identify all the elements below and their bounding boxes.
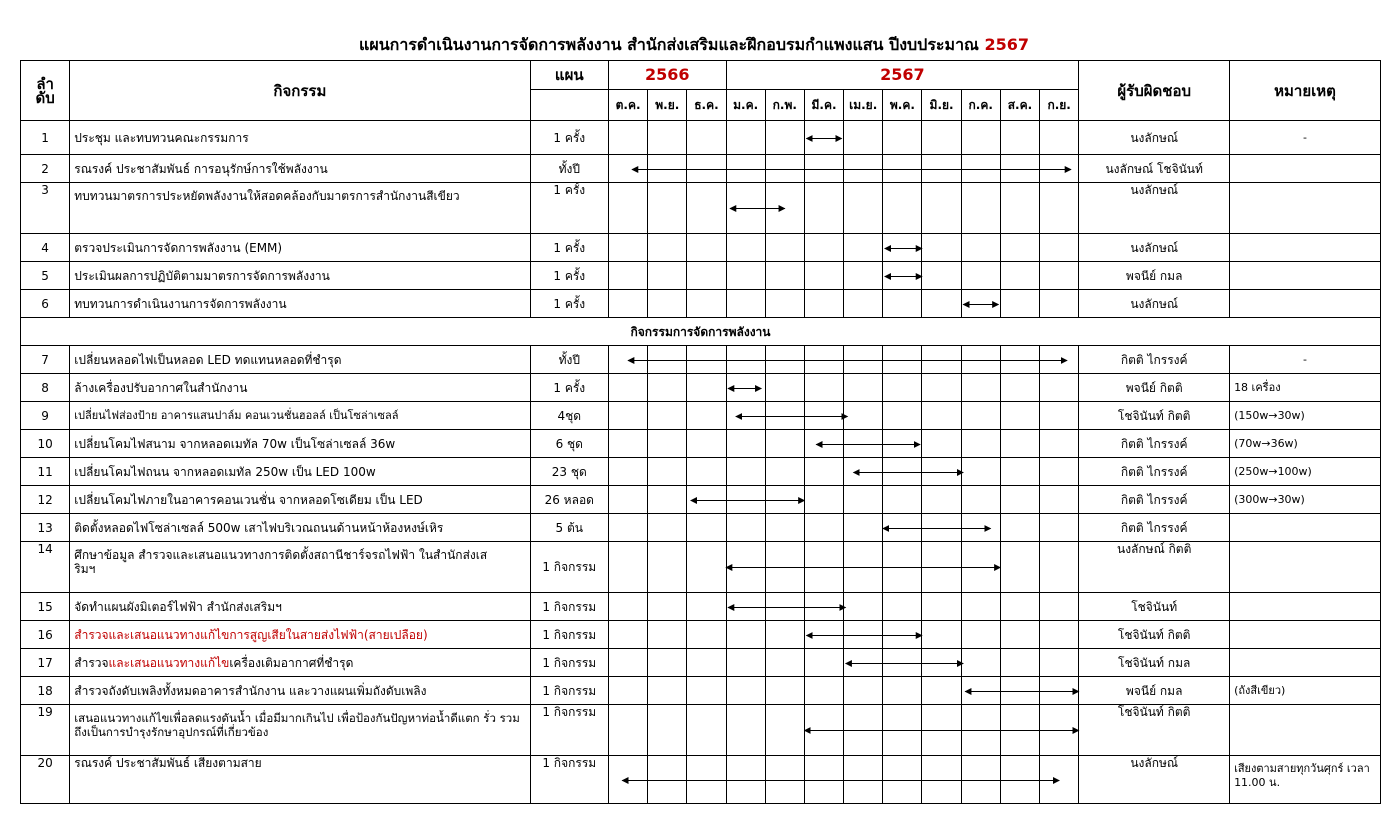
month-header: พ.ย. [648, 90, 687, 121]
row-number: 18 [21, 677, 70, 705]
header-responsible: ผู้รับผิดชอบ [1079, 61, 1230, 121]
month-header: ม.ค. [726, 90, 765, 121]
row-responsible: กิตติ ไกรรงค์ [1079, 486, 1230, 514]
table-row [21, 430, 1381, 458]
table-row [21, 649, 1381, 677]
row-number: 15 [21, 593, 70, 621]
row-plan: 26 หลอด [530, 486, 608, 514]
table-row [21, 621, 1381, 649]
row-activity: เปลี่ยนหลอดไฟเป็นหลอด LED ทดแทนหลอดที่ชำรุด [70, 346, 530, 374]
row-number: 11 [21, 458, 70, 486]
page-title: แผนการดำเนินงานการจัดการพลังงาน สำนักส่งเสริมและฝึกอบรมกำแพงแสน ปีงบประมาณ 2567 [359, 35, 1029, 54]
row-responsible: กิตติ ไกรรงค์ [1079, 458, 1230, 486]
month-header: ก.พ. [765, 90, 804, 121]
row-plan: 23 ชุด [530, 458, 608, 486]
table-row [21, 346, 1381, 374]
row-note [1230, 155, 1381, 183]
row-number: 8 [21, 374, 70, 402]
row-number: 1 [21, 121, 70, 155]
row-plan: ทั้งปี [530, 155, 608, 183]
row-activity: เปลี่ยนไฟส่องป้าย อาคารแสนปาล์ม คอนเวนชั่นฮอลล์ เป็นโซล่าเซลล์ [70, 402, 530, 430]
row-number: 9 [21, 402, 70, 430]
row-activity: สำรวจถังดับเพลิงทั้งหมดอาคารสำนักงาน และวางแผนเพิ่มถังดับเพลิง [70, 677, 530, 705]
row-number: 3 [21, 183, 70, 234]
section-row [21, 318, 1381, 346]
row-note [1230, 183, 1381, 234]
row-plan: 1 ครั้ง [530, 374, 608, 402]
row-number: 4 [21, 234, 70, 262]
header-no: ลำ ดับ [21, 61, 70, 121]
header-plan: แผน [530, 61, 608, 90]
table-row [21, 262, 1381, 290]
month-header: มิ.ย. [922, 90, 961, 121]
row-plan: 1 ครั้ง [530, 262, 608, 290]
row-responsible: นงลักษณ์ [1079, 183, 1230, 234]
month-header: ธ.ค. [687, 90, 726, 121]
header-activity: กิจกรรม [70, 61, 530, 121]
table-row [21, 542, 1381, 593]
row-activity: รณรงค์ ประชาสัมพันธ์ การอนุรักษ์การใช้พลังงาน [70, 155, 530, 183]
row-note: (300w→30w) [1230, 486, 1381, 514]
row-number: 7 [21, 346, 70, 374]
row-responsible: โชจินันท์ กมล [1079, 649, 1230, 677]
row-plan: 5 ต้น [530, 514, 608, 542]
row-plan: 1 กิจกรรม [530, 649, 608, 677]
month-header: มี.ค. [804, 90, 843, 121]
row-number: 20 [21, 756, 70, 804]
table-row [21, 374, 1381, 402]
row-number: 19 [21, 705, 70, 756]
row-plan: 1 กิจกรรม [530, 705, 608, 756]
row-note [1230, 621, 1381, 649]
row-number: 5 [21, 262, 70, 290]
row-activity: ตรวจประเมินการจัดการพลังงาน (EMM) [70, 234, 530, 262]
month-header: ส.ค. [1000, 90, 1039, 121]
table-row [21, 183, 1381, 234]
row-plan: 1 กิจกรรม [530, 593, 608, 621]
table-row [21, 514, 1381, 542]
row-responsible: นงลักษณ์ โชจินันท์ [1079, 155, 1230, 183]
header-note: หมายเหตุ [1230, 61, 1381, 121]
row-plan: 1 กิจกรรม [530, 542, 608, 593]
table-row [21, 458, 1381, 486]
row-number: 10 [21, 430, 70, 458]
row-plan: 6 ชุด [530, 430, 608, 458]
row-plan: 4ชุด [530, 402, 608, 430]
row-note [1230, 649, 1381, 677]
row-note: (150w→30w) [1230, 402, 1381, 430]
table-row [21, 486, 1381, 514]
row-note [1230, 542, 1381, 593]
row-activity: จัดทำแผนผังมิเตอร์ไฟฟ้า สำนักส่งเสริมฯ [70, 593, 530, 621]
month-header: ก.ค. [961, 90, 1000, 121]
table-row [21, 593, 1381, 621]
header-year-2567: 2567 [726, 61, 1079, 90]
row-activity: เปลี่ยนโคมไฟภายในอาคารคอนเวนชั่น จากหลอดโซเดียม เป็น LED [70, 486, 530, 514]
month-header: พ.ค. [883, 90, 922, 121]
month-header: เม.ย. [844, 90, 883, 121]
row-activity: ทบทวนมาตรการประหยัดพลังงานให้สอดคล้องกับมาตรการสำนักงานสีเขียว [70, 183, 530, 234]
row-number: 12 [21, 486, 70, 514]
row-activity: สำรวจและเสนอแนวทางแก้ไขการสูญเสียในสายส่งไฟฟ้า(สายเปลือย) [70, 621, 530, 649]
row-plan: 1 ครั้ง [530, 183, 608, 234]
table-row [21, 121, 1381, 155]
header-plan-blank [530, 90, 608, 121]
row-responsible: โชจินันท์ [1079, 593, 1230, 621]
row-note [1230, 290, 1381, 318]
plan-table [20, 60, 1381, 804]
row-activity: ศึกษาข้อมูล สำรวจและเสนอแนวทางการติดตั้งสถานีชาร์จรถไฟฟ้า ในสำนักส่งเสริมฯ [70, 542, 530, 593]
row-responsible: พจนีย์ กมล [1079, 262, 1230, 290]
table-row [21, 155, 1381, 183]
row-activity: ประเมินผลการปฏิบัติตามมาตรการจัดการพลังงาน [70, 262, 530, 290]
row-activity: สำรวจและเสนอแนวทางแก้ไขเครื่องเติมอากาศที่ชำรุด [70, 649, 530, 677]
row-plan: 1 ครั้ง [530, 290, 608, 318]
row-activity: ประชุม และทบทวนคณะกรรมการ [70, 121, 530, 155]
table-row [21, 234, 1381, 262]
row-note: (250w→100w) [1230, 458, 1381, 486]
table-row [21, 705, 1381, 756]
table-row [21, 402, 1381, 430]
row-number: 2 [21, 155, 70, 183]
row-responsible: โชจินันท์ กิตติ [1079, 621, 1230, 649]
row-number: 17 [21, 649, 70, 677]
row-note: - [1230, 121, 1381, 155]
row-note: เสียงตามสายทุกวันศุกร์ เวลา 11.00 น. [1230, 756, 1381, 804]
row-activity: ติดตั้งหลอดไฟโซล่าเซลล์ 500w เสาไฟบริเวณถนนด้านหน้าห้องหงษ์เหิร [70, 514, 530, 542]
row-responsible: กิตติ ไกรรงค์ [1079, 514, 1230, 542]
row-note [1230, 262, 1381, 290]
header-year-2566: 2566 [608, 61, 726, 90]
row-number: 6 [21, 290, 70, 318]
row-number: 13 [21, 514, 70, 542]
month-header: ก.ย. [1040, 90, 1079, 121]
row-number: 14 [21, 542, 70, 593]
row-note [1230, 234, 1381, 262]
row-plan: 1 ครั้ง [530, 121, 608, 155]
row-responsible: พจนีย์ กิตติ [1079, 374, 1230, 402]
row-activity: เสนอแนวทางแก้ไขเพื่อลดแรงดันน้ำ เมื่อมีมากเกินไป เพื่อป้องกันปัญหาท่อน้ำดีแตก รั่ว รวมถึงเป็นการบำรุงรักษาอุปกรณ์ที่เกี่ยวข้อง [70, 705, 530, 756]
row-responsible: พจนีย์ กมล [1079, 677, 1230, 705]
row-responsible: นงลักษณ์ [1079, 756, 1230, 804]
table-row [21, 677, 1381, 705]
row-activity: รณรงค์ ประชาสัมพันธ์ เสียงตามสาย [70, 756, 530, 804]
table-row [21, 756, 1381, 804]
row-responsible: โชจินันท์ กิตติ [1079, 402, 1230, 430]
row-activity: ล้างเครื่องปรับอากาศในสำนักงาน [70, 374, 530, 402]
row-note: 18 เครื่อง [1230, 374, 1381, 402]
row-activity: เปลี่ยนโคมไฟสนาม จากหลอดเมทัล 70w เป็นโซล่าเซลล์ 36w [70, 430, 530, 458]
row-responsible: โชจินันท์ กิตติ [1079, 705, 1230, 756]
row-plan: 1 ครั้ง [530, 234, 608, 262]
row-number: 16 [21, 621, 70, 649]
row-responsible: กิตติ ไกรรงค์ [1079, 430, 1230, 458]
row-responsible: นงลักษณ์ [1079, 121, 1230, 155]
row-note [1230, 705, 1381, 756]
row-plan: ทั้งปี [530, 346, 608, 374]
row-activity: ทบทวนการดำเนินงานการจัดการพลังงาน [70, 290, 530, 318]
row-note [1230, 593, 1381, 621]
row-note: (ถังสีเขียว) [1230, 677, 1381, 705]
row-activity: เปลี่ยนโคมไฟถนน จากหลอดเมทัล 250w เป็น LED 100w [70, 458, 530, 486]
row-plan: 1 กิจกรรม [530, 756, 608, 804]
row-responsible: นงลักษณ์ [1079, 234, 1230, 262]
row-note: - [1230, 346, 1381, 374]
row-note [1230, 514, 1381, 542]
table-row [21, 290, 1381, 318]
row-plan: 1 กิจกรรม [530, 677, 608, 705]
row-responsible: นงลักษณ์ [1079, 290, 1230, 318]
row-responsible: กิตติ ไกรรงค์ [1079, 346, 1230, 374]
month-header: ต.ค. [608, 90, 647, 121]
row-note: (70w→36w) [1230, 430, 1381, 458]
section-label: กิจกรรมการจัดการพลังงาน [21, 318, 1381, 346]
row-plan: 1 กิจกรรม [530, 621, 608, 649]
row-responsible: นงลักษณ์ กิตติ [1079, 542, 1230, 593]
